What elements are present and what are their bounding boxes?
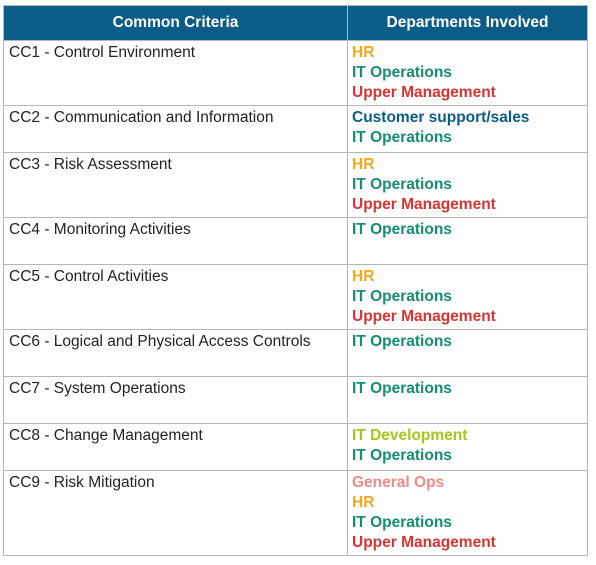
table-row — [4, 377, 588, 424]
department-itops: IT Operations — [352, 514, 452, 531]
criteria-cell: CC9 - Risk Mitigation — [4, 471, 348, 556]
department-itops: IT Operations — [352, 221, 452, 238]
department-itdev: IT Development — [352, 427, 468, 444]
department-itops: IT Operations — [352, 176, 452, 193]
criteria-cell: CC7 - System Operations — [4, 377, 348, 424]
departments-cell — [348, 218, 588, 265]
table-row — [4, 106, 588, 153]
departments-cell — [348, 106, 588, 153]
department-itops: IT Operations — [352, 129, 452, 146]
criteria-cell: CC5 - Control Activities — [4, 265, 348, 330]
table-row — [4, 153, 588, 218]
department-hr: HR — [352, 44, 375, 61]
table-row — [4, 424, 588, 471]
criteria-cell: CC6 - Logical and Physical Access Controls — [4, 330, 348, 377]
table-row — [4, 330, 588, 377]
department-cust: Customer support/sales — [352, 109, 530, 126]
department-itops: IT Operations — [352, 447, 452, 464]
table-row — [4, 265, 588, 330]
department-upper: Upper Management — [352, 84, 496, 101]
departments-cell — [348, 153, 588, 218]
departments-cell — [348, 41, 588, 106]
table-body — [4, 41, 588, 556]
table-row — [4, 41, 588, 106]
department-hr: HR — [352, 268, 375, 285]
department-hr: HR — [352, 494, 375, 511]
criteria-table-container — [3, 5, 587, 556]
table-row — [4, 471, 588, 556]
department-itops: IT Operations — [352, 64, 452, 81]
criteria-cell: CC1 - Control Environment — [4, 41, 348, 106]
department-upper: Upper Management — [352, 308, 496, 325]
criteria-departments-table — [3, 5, 588, 556]
criteria-cell: CC3 - Risk Assessment — [4, 153, 348, 218]
header-common-criteria: Common Criteria — [4, 6, 348, 41]
table-row — [4, 218, 588, 265]
criteria-cell: CC8 - Change Management — [4, 424, 348, 471]
criteria-cell: CC4 - Monitoring Activities — [4, 218, 348, 265]
department-itops: IT Operations — [352, 288, 452, 305]
criteria-cell: CC2 - Communication and Information — [4, 106, 348, 153]
table-header-row — [4, 6, 588, 41]
department-genops: General Ops — [352, 474, 445, 491]
department-upper: Upper Management — [352, 196, 496, 213]
departments-cell — [348, 377, 588, 424]
header-departments-involved: Departments Involved — [348, 6, 588, 41]
departments-cell — [348, 265, 588, 330]
departments-cell — [348, 330, 588, 377]
department-itops: IT Operations — [352, 333, 452, 350]
department-upper: Upper Management — [352, 534, 496, 551]
department-hr: HR — [352, 156, 375, 173]
departments-cell — [348, 424, 588, 471]
department-itops: IT Operations — [352, 380, 452, 397]
departments-cell — [348, 471, 588, 556]
